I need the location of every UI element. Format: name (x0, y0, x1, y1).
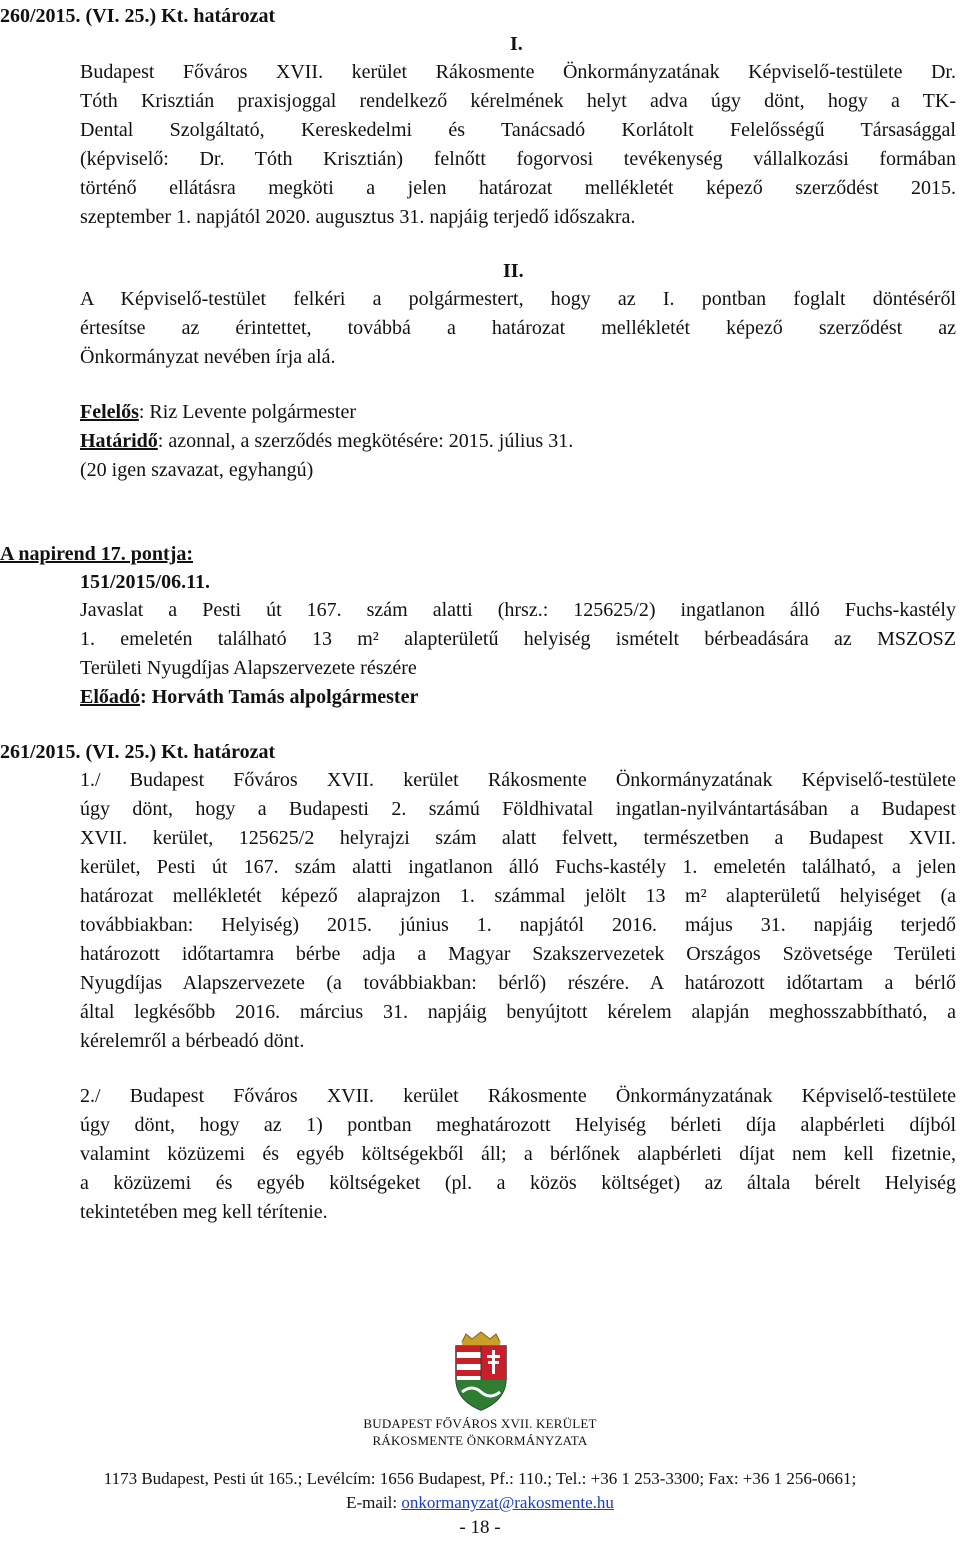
decision-number-261: 261/2015. (VI. 25.) Kt. határozat (0, 741, 276, 763)
paragraph-line: határozott időtartamra bérbe adja a Magyar Szakszervezetek Országos Szövetsége Területi (80, 943, 956, 965)
agenda-title-line: 1. emeletén található 13 m² alapterületű helyiség ismételt bérbeadására az MSZOSZ (80, 628, 956, 650)
paragraph-line: a közüzemi és egyéb költségeket (pl. a közös költséget) az általa bérelt Helyiség (80, 1172, 956, 1194)
deadline-value: : azonnal, a szerződés megkötésére: 2015. július 31. (157, 430, 574, 452)
paragraph-line: úgy dönt, hogy a Budapesti 2. számú Földhivatal ingatlan-nyilvántartásában a Budapest (80, 798, 956, 820)
agenda-title-line: Területi Nyugdíjas Alapszervezete részére (80, 657, 417, 679)
paragraph-line: történő ellátásra megköti a jelen határozat mellékletét képező szerződést 2015. (80, 177, 956, 199)
footer-email-line (0, 1492, 960, 1514)
paragraph-line: Nyugdíjas Alapszervezete (a továbbiakban: bérlő) részére. A határozott időtartam a bérlő (80, 972, 956, 994)
deadline-line (80, 427, 573, 455)
paragraph-line: kerület, Pesti út 167. szám alatti ingatlanon álló Fuchs-kastély 1. emeletén található, a jelen (80, 856, 956, 878)
email-link[interactable]: onkormanyzat@rakosmente.hu (401, 1493, 614, 1512)
responsible-line (80, 398, 356, 426)
paragraph-line: úgy dönt, hogy az 1) pontban meghatározott Helyiség bérleti díja alapbérleti díjból (80, 1114, 956, 1136)
paragraph-line: értesítse az érintettet, továbbá a határozat mellékletét képező szerződést az (80, 317, 956, 339)
municipality-name-line-1: BUDAPEST FŐVÁROS XVII. KERÜLET (363, 1416, 597, 1431)
paragraph-line: (képviselő: Dr. Tóth Krisztián) felnőtt fogorvosi tevékenység vállalkozási formában (80, 148, 956, 170)
responsible-value: : Riz Levente polgármester (138, 401, 357, 423)
paragraph-line: kérelemről a bérbeadó dönt. (80, 1030, 305, 1052)
municipality-name-line-2: RÁKOSMENTE ÖNKORMÁNYZATA (372, 1433, 588, 1448)
presenter-value: : Horváth Tamás alpolgármester (140, 686, 419, 708)
page-number: - 18 - (459, 1517, 501, 1538)
paragraph-line: A Képviselő-testület felkéri a polgármestert, hogy az I. pontban foglalt döntéséről (80, 288, 956, 310)
paragraph-line: XVII. kerület, 125625/2 helyrajzi szám alatt felvett, természetben a Budapest XVII. (80, 827, 956, 849)
deadline-label: Határidő (80, 430, 158, 452)
decision-number-260: 260/2015. (VI. 25.) Kt. határozat (0, 5, 276, 27)
paragraph-line: szeptember 1. napjától 2020. augusztus 31. napjáig terjedő időszakra. (80, 206, 636, 228)
paragraph-line: Dental Szolgáltató, Kereskedelmi és Tanácsadó Korlátolt Felelősségű Társasággal (80, 119, 956, 141)
email-label: E-mail: (346, 1493, 402, 1512)
paragraph-line: Tóth Krisztián praxisjoggal rendelkező kérelmének helyt adva úgy dönt, hogy a TK- (80, 90, 956, 112)
part-i-label: I. (510, 33, 523, 55)
presenter-line (80, 683, 418, 711)
vote-result: (20 igen szavazat, egyhangú) (80, 459, 314, 481)
paragraph-line: tekintetében meg kell térítenie. (80, 1201, 328, 1223)
presenter-label: Előadó (80, 686, 141, 708)
paragraph-line: Önkormányzat nevében írja alá. (80, 346, 336, 368)
part-ii-label: II. (503, 260, 524, 282)
paragraph-line: által legkésőbb 2016. március 31. napjáig benyújtott kérelem alapján meghosszabbítható, a (80, 1001, 956, 1023)
paragraph-line: határozat mellékletét képező alaprajzon 1. számmal jelölt 13 m² alapterületű helyiséget (a (80, 885, 956, 907)
paragraph-line: valamint közüzemi és egyéb költségekből áll; a bérlőnek alapbérleti díjat nem kell fizetnie, (80, 1143, 956, 1165)
paragraph-line: 2./ Budapest Főváros XVII. kerület Rákosmente Önkormányzatának Képviselő-testülete (80, 1085, 956, 1107)
agenda-title-line: Javaslat a Pesti út 167. szám alatti (hrsz.: 125625/2) ingatlanon álló Fuchs-kastély (80, 599, 956, 621)
agenda-heading: A napirend 17. pontja: (0, 543, 194, 565)
paragraph-line: 1./ Budapest Főváros XVII. kerület Rákosmente Önkormányzatának Képviselő-testülete (80, 769, 956, 791)
coat-of-arms-icon (448, 1330, 514, 1412)
footer-address: 1173 Budapest, Pesti út 165.; Levélcím: 1656 Budapest, Pf.: 110.; Tel.: +36 1 253-3300; Fax: +36 1 256-0661; (103, 1469, 857, 1488)
paragraph-line: továbbiakban: Helyiség) 2015. június 1. napjától 2016. május 31. napjáig terjedő (80, 914, 956, 936)
agenda-number: 151/2015/06.11. (80, 571, 211, 593)
paragraph-line: Budapest Főváros XVII. kerület Rákosmente Önkormányzatának Képviselő-testülete Dr. (80, 61, 956, 83)
responsible-label: Felelős (80, 401, 139, 423)
